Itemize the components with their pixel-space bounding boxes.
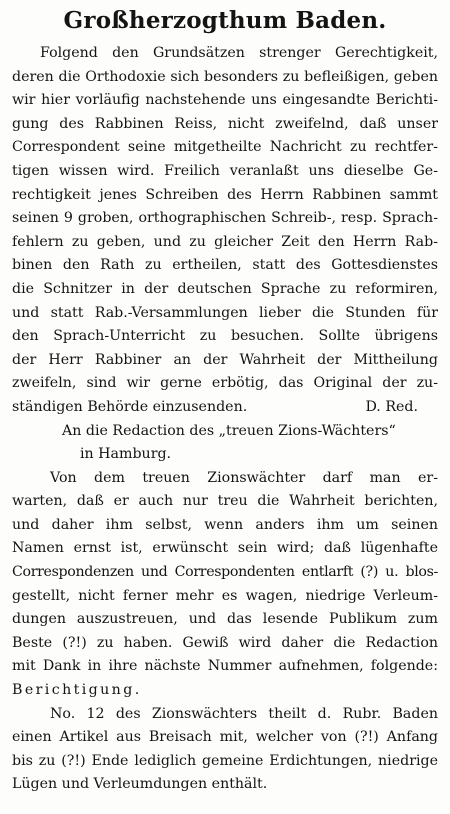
- text-line-with-signature: [12, 396, 438, 420]
- text-line: tigen wissen wird. Freilich veranlaßt uns dieselbe Ge-: [12, 162, 438, 179]
- text-line: fehlern zu geben, und zu gleicher Zeit den Herrn Rab-: [12, 233, 438, 250]
- text-line: rechtigkeit jenes Schreiben des Herrn Rabbinen sammt: [12, 186, 438, 203]
- text-line: Correspondenzen und Correspondenten entlarft (?) u. blos-: [12, 564, 438, 581]
- text-line: Folgend den Grundsätzen strenger Gerechtigkeit,: [40, 45, 438, 61]
- address-line: An die Redaction des „treuen Zions-Wächters“: [62, 422, 396, 439]
- text-line: der Herr Rabbiner an der Wahrheit der Mittheilung: [12, 351, 438, 368]
- text-line: dungen auszustreuen, und das lesende Publikum zum: [12, 611, 438, 628]
- text-line: ständigen Behörde einzusenden.: [12, 398, 248, 415]
- text-line: binen den Rath zu ertheilen, statt des Gottesdienstes: [12, 257, 438, 274]
- text-line: einen Artikel aus Breisach mit, welcher von (?!) Anfang: [12, 729, 438, 746]
- address-line: [12, 443, 438, 467]
- text-line: deren die Orthodoxie sich besonders zu befleißigen, geben: [12, 68, 438, 85]
- section-title: Großherzogthum Baden.: [63, 7, 387, 34]
- letter-address: [12, 420, 438, 467]
- text-line: bis zu (?!) Ende lediglich gemeine Erdichtungen, niedrige: [12, 752, 438, 769]
- text-line: die Schnitzer in der deutschen Sprache zu reformiren,: [12, 280, 438, 297]
- text-line: No. 12 des Zionswächters theilt d. Rubr. Baden: [50, 705, 438, 722]
- editorial-note: [12, 42, 438, 420]
- text-line: Lügen und Verleumdungen enthält.: [12, 776, 268, 793]
- correction-heading: Berichtigung.: [12, 682, 142, 699]
- text-line: und daher ihm selbst, wenn anders ihm um seinen: [12, 516, 438, 533]
- text-line: und statt Rab.-Versammlungen lieber die Stunden für: [12, 304, 438, 321]
- text-line: gestellt, nicht ferner mehr es wagen, niedrige Verleum-: [12, 587, 438, 604]
- text-line: zweifeln, sind wir gerne erbötig, das Original der zu-: [12, 375, 438, 392]
- text-line: warten, daß er auch nur treu die Wahrheit berichten,: [12, 493, 438, 510]
- text-line: Namen ernst ist, erwünscht sein wird; daß lügenhafte: [12, 540, 438, 557]
- text-line: mit Dank in ihre nächste Nummer aufnehmen, folgende:: [12, 658, 438, 675]
- text-line: Von dem treuen Zionswächter darf man er-: [50, 469, 438, 486]
- letter-body: [12, 467, 438, 797]
- text-line: Correspondent seine mitgetheilte Nachricht zu rechtfer-: [12, 139, 438, 156]
- text-line: seinen 9 groben, orthographischen Schreib-, resp. Sprach-: [12, 210, 438, 227]
- address-city: in Hamburg.: [80, 446, 172, 463]
- text-line: den Sprach-Unterricht zu besuchen. Sollte übrigens: [12, 328, 438, 345]
- text-line: gung des Rabbinen Reiss, nicht zweifelnd, daß unser: [12, 115, 438, 132]
- text-line: wir hier vorläufig nachstehende uns eingesandte Berichti-: [12, 92, 438, 109]
- editor-signature: D. Red.: [365, 398, 418, 415]
- text-line: Beste (?!) zu haben. Gewiß wird daher die Redaction: [12, 634, 438, 651]
